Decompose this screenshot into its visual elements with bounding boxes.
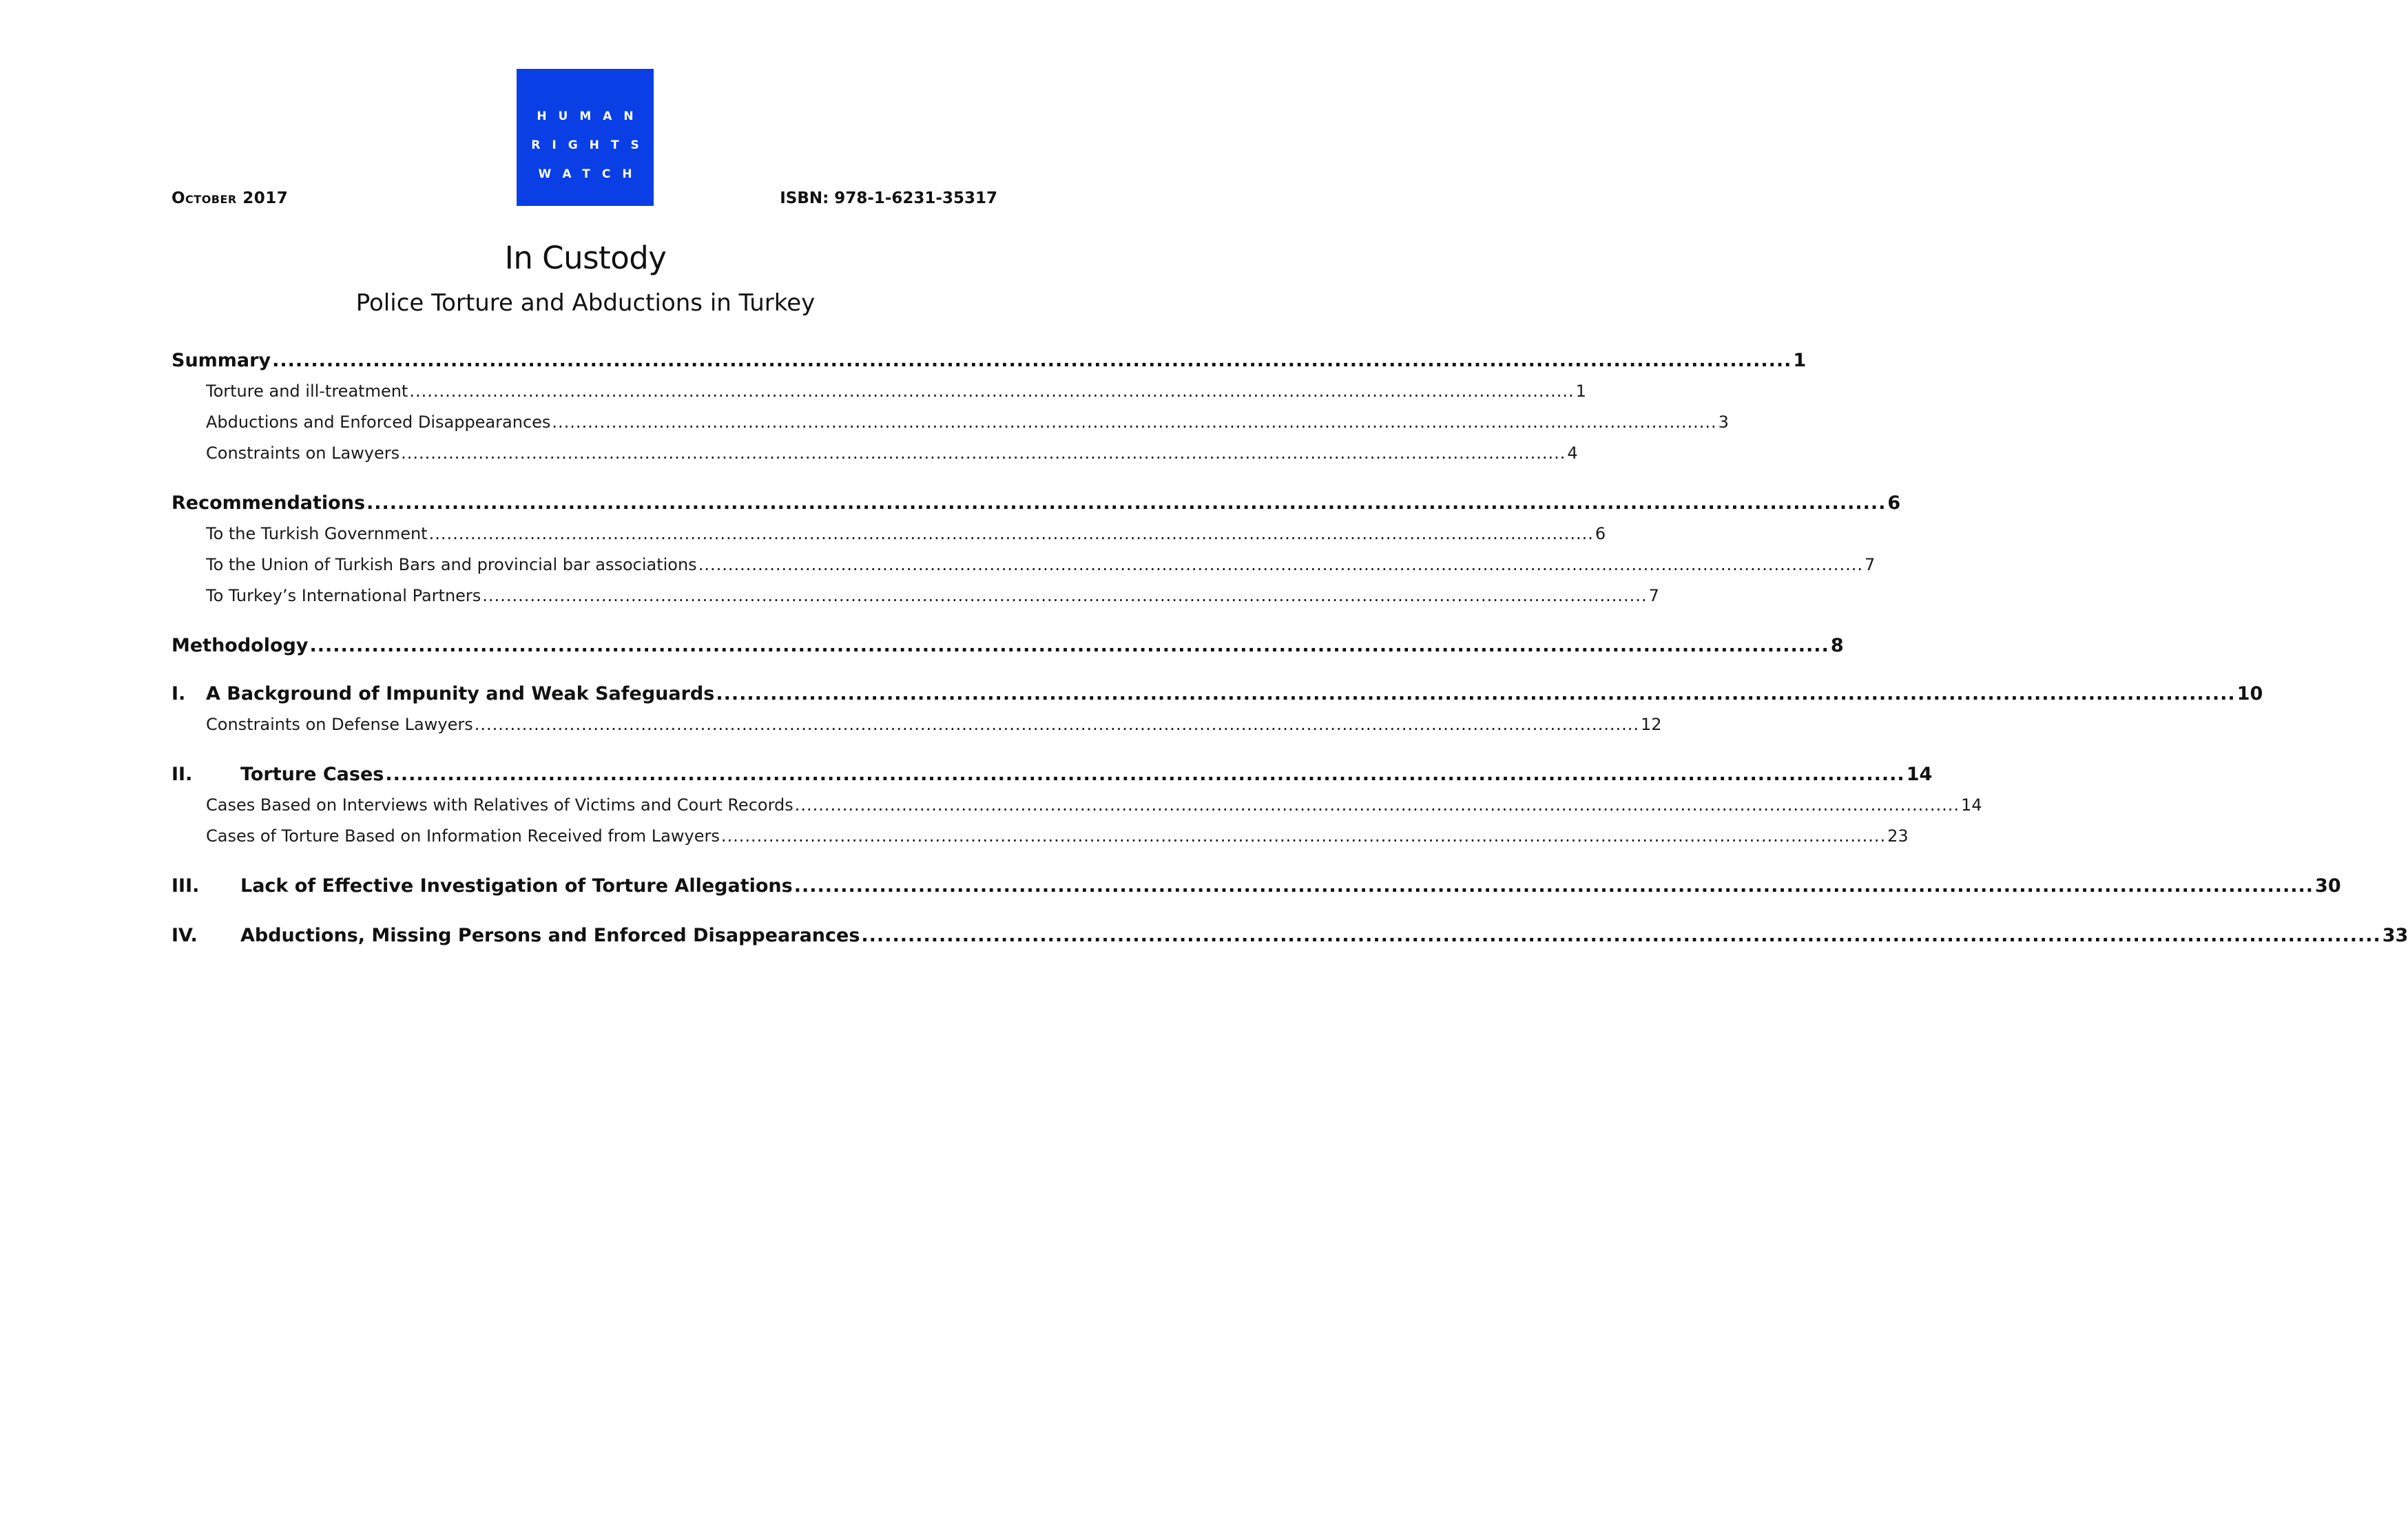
toc-label: A Background of Impunity and Weak Safeguards xyxy=(206,683,715,704)
toc-leader: .................................................................................................................................................................................................... xyxy=(428,524,1594,543)
toc-entry-recommendations[interactable] xyxy=(172,488,1901,519)
toc-spacer xyxy=(172,661,996,679)
toc-label: To the Union of Turkish Bars and provincial bar associations xyxy=(206,555,697,574)
toc-spacer xyxy=(172,852,996,871)
toc-label: Cases of Torture Based on Information Received from Lawyers xyxy=(206,826,720,846)
toc-entry-cases-interviews-relatives[interactable] xyxy=(172,790,1982,821)
toc-label: Lack of Effective Investigation of Torture Allegations xyxy=(240,875,793,897)
toc-label: Recommendations xyxy=(172,492,366,514)
toc-label: To the Turkish Government xyxy=(206,524,428,543)
toc-page-number: 6 xyxy=(1595,524,1606,543)
toc-entry-section-1[interactable] xyxy=(172,679,2263,709)
toc-leader: .................................................................................................................................................................................................... xyxy=(272,350,1792,371)
toc-page-number: 1 xyxy=(1793,350,1807,371)
logo-line-rights: RIGHTS xyxy=(531,138,651,152)
toc-leader: .................................................................................................................................................................................................... xyxy=(793,875,2314,897)
toc-entry-summary[interactable] xyxy=(172,346,1807,376)
toc-leader: .................................................................................................................................................................................................... xyxy=(309,635,1829,656)
toc-page-number: 7 xyxy=(1648,586,1659,605)
toc-page-number: 14 xyxy=(1906,764,1933,785)
publication-date: October 2017 xyxy=(172,189,289,207)
toc-label: Constraints on Defense Lawyers xyxy=(206,715,473,734)
toc-leader: .................................................................................................................................................................................................... xyxy=(698,555,1863,574)
toc-leader: .................................................................................................................................................................................................... xyxy=(861,925,2381,946)
toc-entry-section-4[interactable] xyxy=(172,921,2408,951)
toc-label: Abductions, Missing Persons and Enforced Disappearances xyxy=(240,925,860,946)
toc-entry-cases-information-lawyers[interactable] xyxy=(172,821,1909,852)
toc-entry-international-partners[interactable] xyxy=(172,581,1659,612)
toc-leader: .................................................................................................................................................................................................... xyxy=(401,443,1566,463)
toc-leader: .................................................................................................................................................................................................... xyxy=(366,492,1887,514)
toc-label: Summary xyxy=(172,350,271,371)
report-subtitle: Police Torture and Abductions in Turkey xyxy=(355,289,816,317)
toc-page-number: 12 xyxy=(1640,715,1662,734)
toc-label: Methodology xyxy=(172,635,309,656)
toc-entry-union-of-turkish-bars[interactable] xyxy=(172,550,1876,581)
toc-leader: .................................................................................................................................................................................................... xyxy=(794,795,1960,815)
toc-leader: .................................................................................................................................................................................................... xyxy=(552,412,1717,432)
toc-page-number: 4 xyxy=(1567,443,1578,463)
toc-leader: .................................................................................................................................................................................................... xyxy=(474,715,1639,734)
hrw-logo xyxy=(517,69,654,206)
toc-section-number: II. xyxy=(172,764,193,785)
toc-leader: .................................................................................................................................................................................................... xyxy=(385,764,1905,785)
toc-entry-constraints-on-lawyers[interactable] xyxy=(172,438,1578,469)
toc-spacer xyxy=(172,901,996,921)
toc-entry-torture-ill-treatment[interactable] xyxy=(172,376,1586,407)
toc-entry-turkish-government[interactable] xyxy=(172,519,1606,550)
toc-page-number: 14 xyxy=(1961,795,1982,815)
toc-label: Constraints on Lawyers xyxy=(206,443,400,463)
toc-label: Torture Cases xyxy=(240,764,384,785)
toc-entry-abductions-enforced-disappearances[interactable] xyxy=(172,407,1729,438)
toc-spacer xyxy=(172,469,996,488)
toc-label: Torture and ill-treatment xyxy=(206,382,408,401)
toc-label: To Turkey’s International Partners xyxy=(206,586,481,605)
report-title: In Custody xyxy=(504,240,667,276)
toc-page-number: 7 xyxy=(1864,555,1876,574)
toc-entry-constraints-on-defense-lawyers[interactable] xyxy=(172,709,1662,740)
logo-line-watch: WATCH xyxy=(538,167,644,181)
toc-section-number: III. xyxy=(172,875,200,897)
toc-spacer xyxy=(172,740,996,760)
toc-entry-section-3[interactable] xyxy=(172,871,2341,901)
toc-leader: .................................................................................................................................................................................................... xyxy=(720,826,1887,846)
toc-page-number: 33 xyxy=(2382,925,2408,946)
toc-section-number: I. xyxy=(172,683,186,704)
toc-page-number: 10 xyxy=(2236,683,2263,704)
isbn: ISBN: 978-1-6231-35317 xyxy=(780,189,997,207)
toc-entry-section-2[interactable] xyxy=(172,760,1933,790)
toc-spacer xyxy=(172,612,996,631)
toc-entry-methodology[interactable] xyxy=(172,631,1844,661)
toc-page-number: 8 xyxy=(1830,635,1844,656)
toc-page-number: 6 xyxy=(1887,492,1901,514)
toc-label: Cases Based on Interviews with Relatives of Victims and Court Records xyxy=(206,795,793,815)
toc-leader: .................................................................................................................................................................................................... xyxy=(409,382,1575,401)
toc-label: Abductions and Enforced Disappearances xyxy=(206,412,551,432)
logo-line-human: HUMAN xyxy=(537,109,645,123)
toc-page-number: 30 xyxy=(2315,875,2341,897)
table-of-contents xyxy=(172,346,2408,951)
toc-section-number: IV. xyxy=(172,925,198,946)
toc-leader: .................................................................................................................................................................................................... xyxy=(716,683,2236,704)
toc-leader: .................................................................................................................................................................................................... xyxy=(482,586,1648,605)
toc-page-number: 3 xyxy=(1718,412,1729,432)
toc-page-number: 1 xyxy=(1575,382,1586,401)
toc-page-number: 23 xyxy=(1887,826,1909,846)
